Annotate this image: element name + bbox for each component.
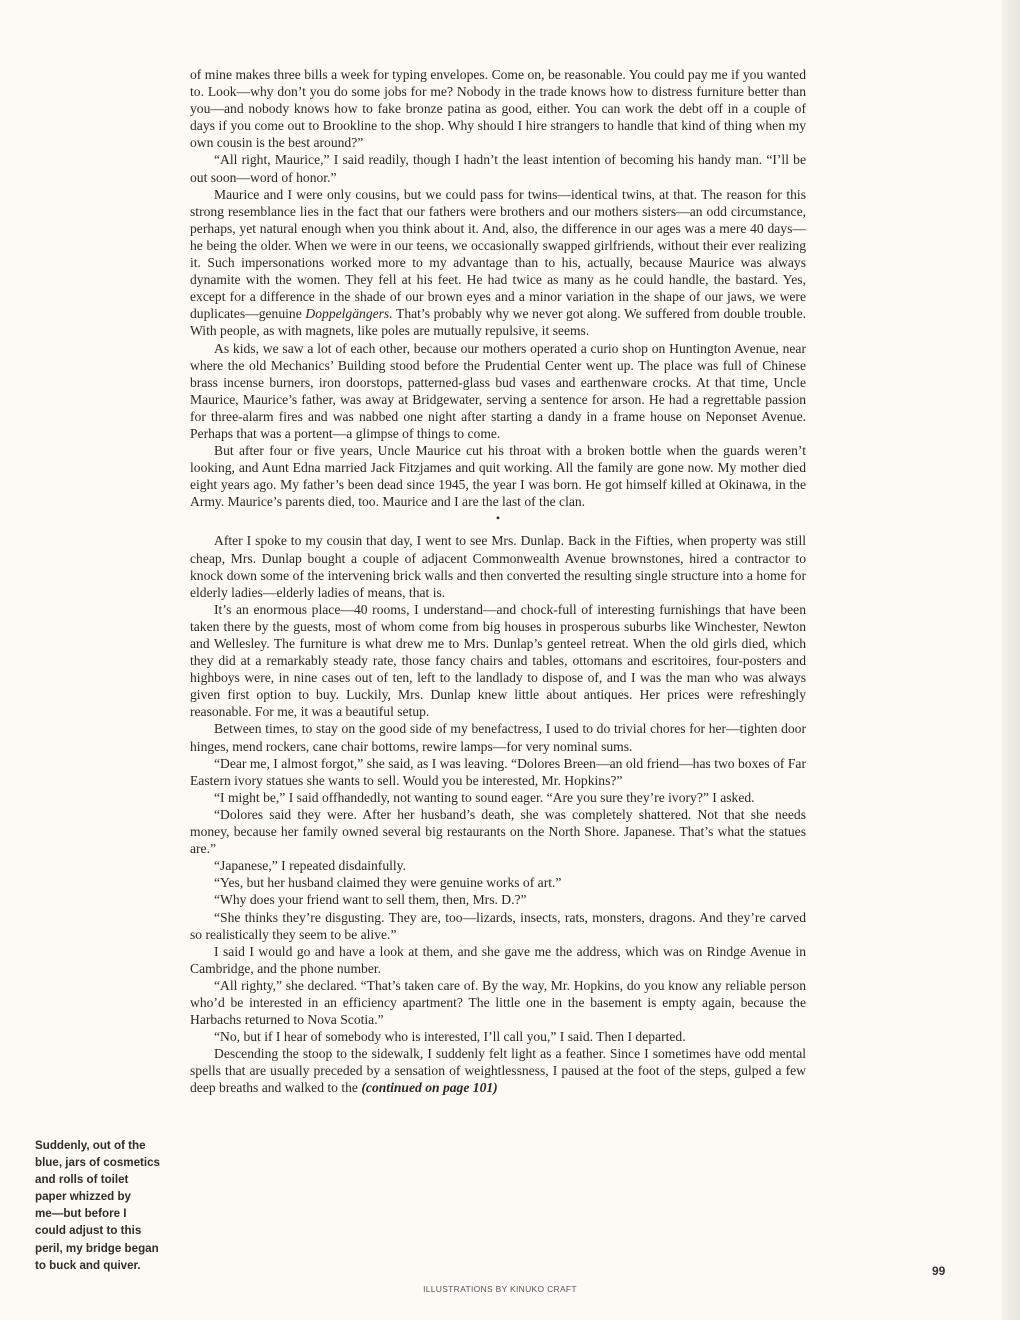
paragraph: “Why does your friend want to sell them, then, Mrs. D.?” (214, 892, 527, 908)
pull-quote-line: blue, jars of cosmetics (35, 1156, 161, 1170)
paragraph: After I spoke to my cousin that day, I went to see Mrs. Dunlap. Back in the Fifties, when property was still cheap, Mrs. Dunlap bought a couple of adjacent Commonwealth Avenue brownstones, hired a contractor to knock down some of the intervening brick walls and then converted the resulting single structure into a home for elderly ladies—elderly ladies of means, that is. (190, 533, 806, 600)
paragraph: “Dear me, I almost forgot,” she said, as I was leaving. “Dolores Breen—an old friend—has two boxes of Far Eastern ivory statues she wants to sell. Would you be interested, Mr. Hopkins?” (190, 755, 806, 788)
paragraph: Between times, to stay on the good side of my benefactress, I used to do trivial chores for her—tighten door hinges, mend rockers, cane chair bottoms, rewire lamps—for very nominal sums. (190, 721, 806, 754)
paragraph: “Dolores said they were. After her husband’s death, she was completely shattered. Not that she needs money, because her family owned several big restaurants on the North Shore. Japanese. That’s what the statues are.” (190, 806, 806, 857)
paragraph: “Japanese,” I repeated disdainfully. (214, 858, 406, 874)
article-body (190, 66, 806, 1097)
illustration-credit: ILLUSTRATIONS BY KINUKO CRAFT (423, 1284, 577, 1294)
paragraph-text: Descending the stoop to the sidewalk, I suddenly felt light as a feather. Since I sometimes have odd mental spells that are usually preceded by a sensation of weightlessness, I paused at the foot of the steps, gulped a few deep breaths and walked to the (190, 1046, 806, 1096)
paragraph-text: Maurice and I were only cousins, but we could pass for twins—identical twins, at that. The reason for this strong resemblance lies in the fact that our fathers were brothers and our mothers sisters—an odd circumstance, perhaps, yet natural enough when you think about it. And, also, the difference in our ages was a mere 40 days—he being the older. When we were in our teens, we occasionally swapped girlfriends, without their ever realizing it. Such impersonations worked more to my advantage than to his, actually, because Maurice was always dynamite with the women. They fell at his feet. He had twice as many as he could handle, the bastard. Yes, except for a difference in the shade of our brown eyes and a minor variation in the shape of our jaws, we were duplicates—genuine (190, 186, 806, 322)
paragraph: of mine makes three bills a week for typing envelopes. Come on, be reasonable. You could pay me if you wanted to. Look—why don’t you do some jobs for me? Nobody in the trade knows how to distress furniture better than you—and nobody knows how to fake bronze patina as good, either. You can work the debt off in a couple of days if you come out to Brookline to the shop. Why should I hire strangers to handle that kind of thing when my own cousin is the best around?” (190, 67, 806, 151)
page-number: 99 (932, 1264, 946, 1278)
paragraph (190, 186, 806, 340)
paragraph: “She thinks they’re disgusting. They are, too—lizards, insects, rats, monsters, dragons. And they’re carved so realistically they seem to be alive.” (190, 909, 806, 942)
paragraph: “No, but if I hear of somebody who is interested, I’ll call you,” I said. Then I departed. (214, 1029, 686, 1045)
paragraph: “All right, Maurice,” I said readily, though I hadn’t the least intention of becoming his handy man. “I’ll be out soon—word of honor.” (190, 152, 806, 185)
pull-quote-line: peril, my bridge began (35, 1241, 159, 1255)
paragraph: I said I would go and have a look at them, and she gave me the address, which was on Rindge Avenue in Cambridge, and the phone number. (190, 943, 806, 976)
paragraph: It’s an enormous place—40 rooms, I understand—and chock-full of interesting furnishings that have been taken there by the guests, most of whom come from big houses in prosperous suburbs like Winchester, Newton and Wellesley. The furniture is what drew me to Mrs. Dunlap’s genteel retreat. When the old girls died, which they did at a remarkably steady rate, those fancy chairs and tables, ottomans and escritoires, four-posters and highboys were, in nine cases out of ten, left to the landlady to dispose of, and I was the man who was always given first option to buy. Luckily, Mrs. Dunlap knew little about antiques. Her prices were refreshingly reasonable. For me, it was a beautiful setup. (190, 601, 806, 720)
paragraph: But after four or five years, Uncle Maurice cut his throat with a broken bottle when the guards weren’t looking, and Aunt Edna married Jack Fitzjames and quit working. All the family are gone now. My mother died eight years ago. My father’s been dead since 1945, the year I was born. He got himself killed at Okinawa, in the Army. Maurice’s parents died, too. Maurice and I are the last of the clan. (190, 443, 806, 510)
paragraph: “All righty,” she declared. “That’s taken care of. By the way, Mr. Hopkins, do you know any reliable person who’d be interested in an efficiency apartment? The little one in the basement is empty again, because the Harbachs returned to Nova Scotia.” (190, 977, 806, 1028)
section-break: • (495, 511, 501, 526)
pull-quote (35, 1137, 185, 1274)
pull-quote-line: me—but before I (35, 1207, 127, 1221)
paragraph: “Yes, but her husband claimed they were genuine works of art.” (214, 875, 562, 891)
pull-quote-line: paper whizzed by (35, 1190, 131, 1204)
pull-quote-line: could adjust to this (35, 1224, 142, 1238)
italic-term: Doppelgängers. (305, 306, 393, 322)
paragraph: As kids, we saw a lot of each other, because our mothers operated a curio shop on Huntington Avenue, near where the old Mechanics’ Building stood before the Prudential Center went up. The place was full of Chinese brass incense burners, iron doorstops, patterned-glass bud vases and earthenware crocks. At that time, Uncle Maurice, Maurice’s father, was away at Bridgewater, serving a sentence for arson. He had a regrettable passion for three-alarm fires and was nabbed one night after starting a dandy in a frame house on Neponset Avenue. Perhaps that was a portent—a glimpse of things to come. (190, 340, 806, 441)
paragraph (190, 1045, 806, 1096)
continued-link[interactable]: (continued on page 101) (361, 1080, 498, 1096)
paragraph: “I might be,” I said offhandedly, not wanting to sound eager. “Are you sure they’re ivory?” I asked. (214, 789, 755, 805)
paragraph-text: That’s probably why we never got along. We suffered from double trouble. With people, as with magnets, like poles are mutually repulsive, it seems. (190, 306, 806, 339)
page-edge-shadow (1002, 0, 1020, 1320)
pull-quote-line: to buck and quiver. (35, 1258, 141, 1272)
pull-quote-line: Suddenly, out of the (35, 1139, 146, 1152)
pull-quote-line: and rolls of toilet (35, 1173, 129, 1187)
